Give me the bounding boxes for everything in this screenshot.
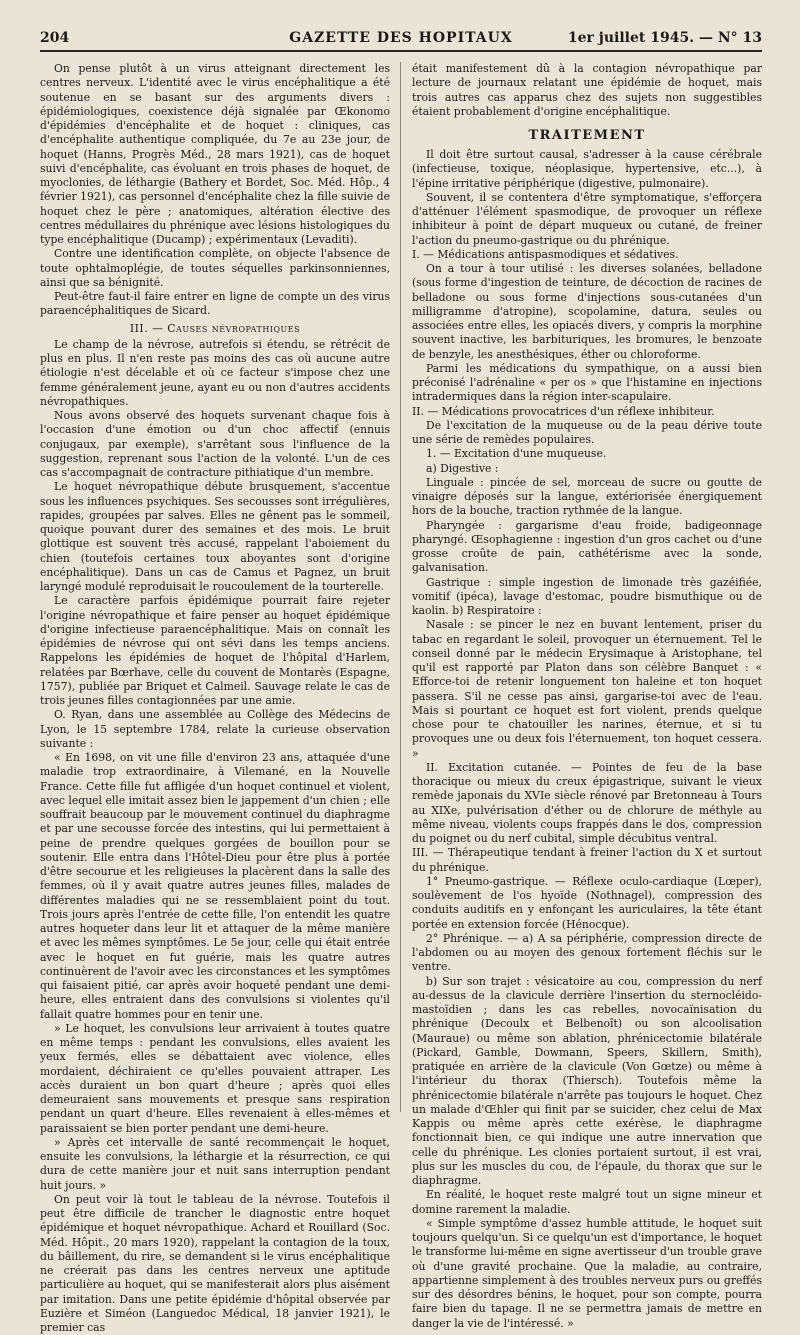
paragraph: Le hoquet névropathique débute brusquement, s'accentue sous les influences psychiques. Ses secousses sont irrégulières, rapides, groupées par salves. Elles ne gênent pas le sommeil, quoique pouvant durer des semaines et des mois. Le bruit glottique est souvent très accusé, rappelant l'aboiement du chien (toutefois certaines toux aboyantes sont d'origine encéphalitique). Dans un cas de Camus et Pagnez, un bruit laryngé modulé reproduisait le roucoulement de la tourterelle.	[40, 480, 390, 593]
paragraph: Nous avons observé des hoquets survenant chaque fois à l'occasion d'une émotion ou d'un choc affectif (ennuis conjugaux, par exemple), s'arrêtant sous l'influence de la suggestion, reprenant sous l'action de la volonté. L'un de ces cas s'accompagnait de contracture pithiatique d'un membre.	[40, 409, 390, 479]
journal-title: GAZETTE DES HOPITAUX	[289, 30, 513, 46]
paragraph: I. — Médications antispasmodiques et sédatives.	[412, 247, 679, 261]
paragraph: Il doit être surtout causal, s'adresser à la cause cérébrale (infectieuse, toxique, néoplasique, hypertensive, etc...), à l'épine irritative périphérique (digestive, pulmonaire).	[412, 148, 762, 190]
paragraph: Gastrique : simple ingestion de limonade très gazéifiée, vomitif (ipéca), lavage d'estomac, poudre bismuthique ou de kaolin. b) Respiratoire :	[412, 575, 762, 618]
issue-date: 1er juillet 1945. — N° 13	[567, 30, 762, 46]
paragraph: II. — Médications provocatrices d'un réflexe inhibiteur.	[412, 404, 715, 418]
paragraph: 2° Phrénique. — a) A sa périphérie, compression directe de l'abdomen ou au moyen des genoux fortement fléchis sur le ventre.	[412, 931, 762, 974]
paragraph: b) Sur son trajet : vésicatoire au cou, compression du nerf au-dessus de la clavicule derrière l'insertion du sternocléido-mastoïdien ; dans les cas rebelles, novocaïnisation du phrénique (Decoulx et Belbenoît) ou son alcoolisation (Mauraue) ou même son ablation, phrénicectomie bilatérale (Pickard, Gamble, Dowmann, Speers, Skillern, Smith), pratiquée en arrière de la clavicule (Von Gœtze) ou même à l'intérieur du thorax (Thiersch). Toutefois même la phrénicectomie bilatérale n'arrête pas toujours le hoquet. Chez un malade d'Œhler qui finit par se suicider, chez celui de Max Kappis ou même après cette exérèse, le diaphragme fonctionnait bien, ce qui indique une autre innervation que celle du phrénique. Les clonies portaient surtout, il est vrai, plus sur les muscles du cou, de l'épaule, du thorax que sur le diaphragme.	[412, 974, 762, 1188]
left-column	[40, 62, 390, 1334]
paragraph: « En 1698, on vit une fille d'environ 23 ans, attaquée d'une maladie trop extraordinaire, à Vilemané, en la Nouvelle France. Cette fille fut affligée d'un hoquet continuel et violent, avec lequel elle imitait assez bien le jappement d'un chien ; elle souffrait beaucoup par le mouvement continuel du diaphragme et par une secousse forcée des intestins, qui lui permettaient à peine de prendre quelques gorgées de bouillon pour se soutenir. Elle entra dans l'Hôtel-Dieu pour être plus à portée d'être secourue et les religieuses la placèrent dans la salle des femmes, où il y avait quatre autres jeunes filles, malades de différentes maladies qui ne se ressemblaient point du tout. Trois jours après l'entrée de cette fille, l'on entendit les quatre autres hoqueter dans leur lit et attaquer de la même manière et avec les mêmes symptômes. Le 5e jour, celle qui était entrée avec le hoquet en fut guérie, mais les quatre autres continuèrent de l'avoir avec les circonstances et les symptômes qui faisaient pitié, car après avoir hoqueté pendant une demi-heure, elles entraient dans des convulsions si violentes qu'il fallait quatre hommes pour en tenir une.	[40, 751, 390, 1021]
paragraph: En réalité, le hoquet reste malgré tout un signe mineur et domine rarement la maladie.	[412, 1188, 762, 1216]
paragraph: II. Excitation cutanée. — Pointes de feu de la base thoracique ou mieux du creux épigastrique, suivant le vieux remède japonais du XVIe siècle rénové par Bretonneau à Tours au XIXe, pulvérisation d'éther ou de chlorure de méthyle au même niveau, violents coups frappés dans le dos, compression du poignet ou du nerf cubital, simple décubitus ventral.	[412, 760, 762, 846]
paragraph: Parmi les médications du sympathique, on a aussi bien préconisé l'adrénaline « per os » que l'histamine en injections intradermiques dans la région inter-scapulaire.	[412, 361, 762, 404]
paragraph: Peut-être faut-il faire entrer en ligne de compte un des virus paraencéphalitiques de Sicard.	[40, 290, 390, 318]
paragraph: Nasale : se pincer le nez en buvant lentement, priser du tabac en regardant le soleil, provoquer un éternuement. Tel le conseil donné par le médecin Erysimaque à Aristophane, tel qu'il est rapporté par Platon dans son célèbre Banquet : « Efforce-toi de retenir longuement ton haleine et ton hoquet passera. S'il ne cesse pas ainsi, gargarise-toi avec de l'eau. Mais si pourtant ce hoquet est fort violent, prends quelque chose pour te chatouiller les narines, éternue, et si tu provoques une ou deux fois l'éternuement, ton hoquet cessera. »	[412, 618, 762, 760]
paragraph: » Le hoquet, les convulsions leur arrivaient à toutes quatre en même temps : pendant les convulsions, elles avaient les yeux fermés, elles se débattaient avec violence, elles mordaient, déchiraient ce qu'elles pouvaient attraper. Les accès duraient un bon quart d'heure ; après quoi elles demeuraient sans mouvements et presque sans respiration pendant un quart d'heure. Elles revenaient à elles-mêmes et paraissaient se bien porter pendant une demi-heure.	[40, 1021, 390, 1135]
paragraph: Linguale : pincée de sel, morceau de sucre ou goutte de vinaigre déposés sur la langue, extériorisée énergiquement hors de la bouche, traction rythmée de la langue.	[412, 475, 762, 518]
paragraph: Contre une identification complète, on objecte l'absence de toute ophtalmoplégie, de toutes séquelles parkinsonniennes, ainsi que sa bénignité.	[40, 247, 390, 289]
paragraph: III. — Thérapeutique tendant à freiner l'action du X et surtout du phrénique.	[412, 846, 762, 874]
paragraph: De l'excitation de la muqueuse ou de la peau dérive toute une série de remèdes populaires.	[412, 418, 762, 447]
paragraph: 1° Pneumo-gastrique. — Réflexe oculo-cardiaque (Lœper), soulèvement de l'os hyoïde (Nothnagel), compression des conduits auditifs en y enfonçant les auriculaires, la tête étant portée en extension forcée (Hénocque).	[412, 874, 762, 931]
paragraph: « Simple symptôme d'assez humble attitude, le hoquet suit toujours quelqu'un. Si ce quelqu'un est d'importance, le hoquet le transforme lui-même en signe avertisseur d'un trouble grave où d'une gravité prochaine. Que la maladie, au contraire, appartienne simplement à des troubles nerveux purs ou greffés sur des désordres bénins, le hoquet, pour son compte, pourra faire bien du tapage. Il ne se permettra jamais de mettre en danger la vie de l'intéressé. »	[412, 1216, 762, 1330]
paragraph: Pharyngée : gargarisme d'eau froide, badigeonnage pharyngé. Œsophagienne : ingestion d'un gros cachet ou d'une grosse croûte de pain, cathétérisme avec la sonde, galvanisation.	[412, 518, 762, 575]
paragraph: On pense plutôt à un virus atteignant directement les centres nerveux. L'identité avec le virus encéphalitique a été soutenue en se basant sur des arguments divers : épidémiologiques, coexistence déjà signalée par Œkonomo d'épidémies d'encéphalite et de hoquet : cliniques, cas d'encéphalite authentique compliquée, du 7e au 23e jour, de hoquet (Hanns, Progrès Méd., 28 mars 1921), cas de hoquet suivi d'encéphalite, cas évoluant en trois phases de hoquet, de myoclonies, de léthargie (Bathery et Bordet, Soc. Méd. Hôp., 4 février 1921), cas personnel d'encéphalite chez la fille suivie de hoquet chez le père ; anatomiques, altération élective des centres médullaires du phrénique avec lésions histologiques du type encéphalitique (Ducamp) ; expérimentaux (Levaditi).	[40, 62, 390, 246]
paragraph: O. Ryan, dans une assemblée au Collège des Médecins de Lyon, le 15 septembre 1784, relate la curieuse observation suivante :	[40, 708, 390, 750]
paragraph: Le caractère parfois épidémique pourrait faire rejeter l'origine névropathique et faire penser au hoquet épidémique d'origine infectieuse paraencéphalitique. Mais on connaît les épidémies de névrose qui ont sévi dans les temps anciens. Rappelons les épidémies de hoquet de l'hôpital d'Harlem, relatées par Bœrhave, celle du couvent de Montarès (Espagne, 1757), publiée par Briquet et Calmeil. Sauvage relate le cas de trois jeunes filles contagionnées par une amie.	[40, 594, 390, 707]
paragraph: On peut voir là tout le tableau de la névrose. Toutefois il peut être difficile de trancher le diagnostic entre hoquet épidémique et hoquet névropathique. Achard et Rouillard (Soc. Méd. Hôpit., 20 mars 1920), rappelant la contagion de la toux, du bâillement, du rire, se demandent si le virus encéphalitique ne créerait pas dans les centres nerveux une aptitude particulière au hoquet, qui se manifesterait alors plus aisément par imitation. Dans une petite épidémie d'hôpital observée par Euzière et Siméon (Languedoc Médical, 18 janvier 1921), le premier cas	[40, 1192, 390, 1334]
column-divider	[400, 62, 401, 1112]
paragraph: 1. — Excitation d'une muqueuse.	[426, 447, 607, 461]
paragraph: Souvent, il se contentera d'être symptomatique, s'efforçera d'atténuer l'élément spasmodique, de provoquer un réflexe inhibiteur à point de départ muqueux ou cutané, de freiner l'action du pneumo-gastrique ou du phrénique.	[412, 190, 762, 247]
paragraph: On a tour à tour utilisé : les diverses solanées, belladone (sous forme d'ingestion de teinture, de décoction de racines de belladone ou sous forme d'injections sous-cutanées d'un milligramme d'atropine), scopolamine, datura, seules ou associées entre elles, les opiacés divers, y compris la morphine souvent inactive, les barbituriques, les bromures, le benzoate de benzyle, les anesthésiques, éther ou chloroforme.	[412, 262, 762, 361]
paragraph: Le champ de la névrose, autrefois si étendu, se rétrécit de plus en plus. Il n'en reste pas moins des cas où aucune autre étiologie n'est décelable et où ce facteur s'impose chez une femme généralement jeune, ayant eu ou non d'autres accidents névropathiques.	[40, 337, 390, 408]
treatment-heading: TRAITEMENT	[528, 128, 646, 143]
paragraph: était manifestement dû à la contagion névropathique par lecture de journaux relatant une épidémie de hoquet, mais trois autres cas apparus chez des sujets non suggestibles étaient probablement d'origine encéphalitique.	[412, 62, 762, 118]
right-column	[412, 62, 762, 1330]
page-number: 204	[40, 30, 70, 46]
paragraph: a) Digestive :	[426, 461, 499, 475]
paragraph: » Après cet intervalle de santé recommençait le hoquet, ensuite les convulsions, la léthargie et la résurrection, ce qui dura de cette manière jour et nuit sans interruption pendant huit jours. »	[40, 1135, 390, 1192]
section-heading: III. — Causes névropathiques	[129, 321, 301, 335]
page-header	[40, 24, 762, 52]
